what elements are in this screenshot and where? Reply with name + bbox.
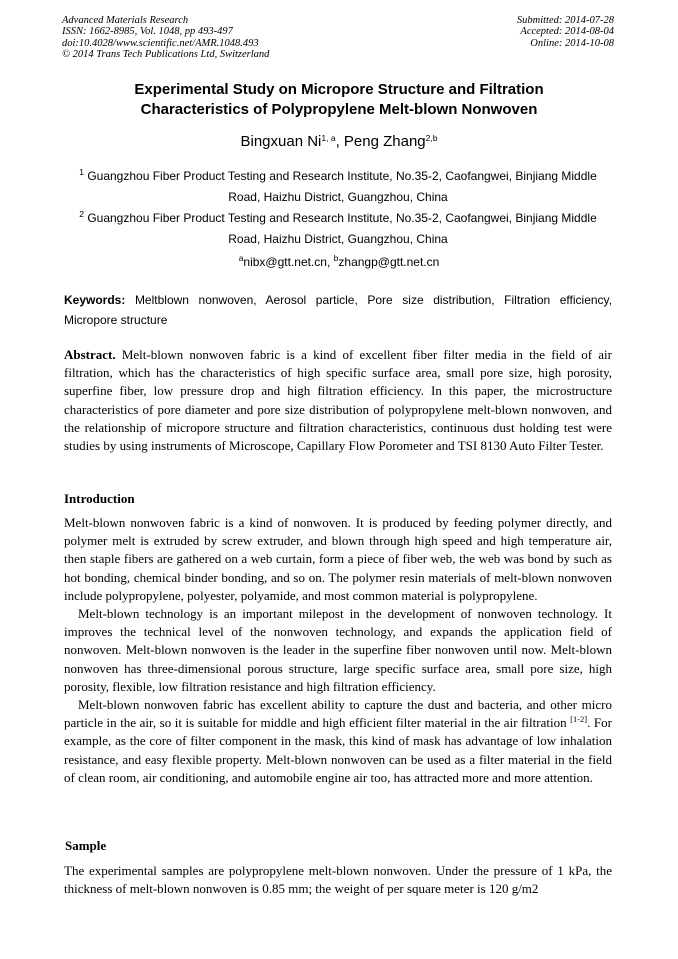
paper-title (40, 80, 638, 120)
citation-reference[interactable]: [1-2] (570, 714, 588, 725)
abstract-label: Abstract. (64, 347, 116, 362)
introduction-body (64, 514, 612, 787)
email-b-mark: b (333, 253, 339, 263)
keywords (64, 290, 612, 330)
abstract-text: Melt-blown nonwoven fabric is a kind of excellent fiber filter media in the field of air filtration, which has the characteristics of high specific surface area, small pore size, high porosity, superfine fiber, low pressure drop and high filtration efficiency. In this paper, the microstructure characteristics of pore diameter and pore size distribution of polypropylene melt-blown nonwoven, and the relationship of micropore structure and filtration characteristics, continuous dust holding test were studies by using instruments of Microscope, Capillary Flow Porometer and TSI 8130 Auto Filter Tester. (64, 347, 612, 454)
sample-paragraph-1: The experimental samples are polypropylene melt-blown nonwoven. Under the pressure of 1 kPa, the thickness of melt-blown nonwoven is 0.85 mm; the weight of per square meter is 120 g/m2 (64, 863, 612, 897)
author-emails (40, 252, 638, 272)
accepted-date: Accepted: 2014-08-04 (520, 26, 614, 38)
issn-line: ISSN: 1662-8985, Vol. 1048, pp 493-497 (62, 26, 233, 38)
journal-name: Advanced Materials Research (62, 15, 189, 26)
keywords-text: Meltblown nonwoven, Aerosol particle, Pore size distribution, Filtration efficiency, Micropore structure (64, 293, 612, 327)
affiliation-1-line-1: Guangzhou Fiber Product Testing and Research Institute, No.35-2, Caofangwei, Binjiang Middle (87, 169, 597, 183)
submitted-date: Submitted: 2014-07-28 (516, 15, 614, 26)
journal-header-left (62, 15, 269, 60)
keywords-label: Keywords: (64, 293, 126, 307)
author-2-affiliation-mark: 2,b (425, 133, 438, 143)
introduction-paragraph-1: Melt-blown nonwoven fabric is a kind of nonwoven. It is produced by feeding polymer directly, and polymer melt is extruded by screw extruder, and blown through high speed and high temperature air, then staple fibers are gathered on a web curtain, form a piece of fiber web, the web was bond by such as hot bonding, chemical binder bonding, and so on. The polymer resin materials of melt-blown nonwoven include polypropylene, polyester, polyamide, and most common material is polypropylene. (64, 515, 612, 603)
title-line-2: Characteristics of Polypropylene Melt-blown Nonwoven (140, 101, 538, 118)
title-line-1: Experimental Study on Micropore Structure and Filtration (134, 81, 544, 98)
affiliation-2-number: 2 (79, 209, 84, 219)
sample-heading: Sample (65, 838, 107, 853)
paragraph-3-text-before-citation: Melt-blown nonwoven fabric has excellent ability to capture the dust and bacteria, and other micro particle in the air, so it is suitable for middle and high efficient filter material in the air filtration (64, 697, 612, 731)
author-2: Peng Zhang (343, 133, 426, 150)
email-b[interactable]: zhangp@gtt.net.cn (338, 255, 440, 269)
introduction-paragraph-3 (64, 696, 612, 787)
affiliation-2-line-1: Guangzhou Fiber Product Testing and Research Institute, No.35-2, Caofangwei, Binjiang Middle (87, 211, 597, 225)
affiliation-2-line-2: Road, Haizhu District, Guangzhou, China (228, 232, 448, 246)
author-separator: , (335, 133, 344, 150)
sample-body (64, 862, 612, 898)
abstract (64, 346, 612, 455)
copyright-line: © 2014 Trans Tech Publications Ltd, Switzerland (62, 48, 270, 60)
author-list (40, 132, 638, 152)
email-separator: , (326, 255, 334, 269)
author-1-affiliation-mark: 1, a (321, 133, 336, 143)
journal-header-right (517, 15, 614, 49)
affiliation-1-number: 1 (79, 167, 84, 177)
paragraph-3-text-after-citation: . For example, as the core of filter component in the mask, this kind of mask has advantage of low inhalation resistance, and easy flexible property. Melt-blown nonwoven can be used as a filter material in the field of clean room, air conditioning, and automobile engine air too, has attracted more and more attention. (64, 715, 612, 785)
affiliation-1-line-2: Road, Haizhu District, Guangzhou, China (228, 190, 448, 204)
introduction-heading: Introduction (64, 491, 135, 506)
email-a[interactable]: nibx@gtt.net.cn (243, 255, 327, 269)
introduction-paragraph-2: Melt-blown technology is an important milepost in the development of nonwoven technology. It improves the technical level of the nonwoven technology, and expands the application field of nonwoven. Melt-blown nonwoven is the leader in the superfine fiber nonwoven until now. Melt-blown nonwoven has three-dimensional porous structure, large specific surface area, small pore size, high porosity, flexible, low filtration resistance and high filtration efficiency. (64, 606, 612, 694)
online-date: Online: 2014-10-08 (530, 37, 614, 49)
affiliation-1 (64, 166, 612, 208)
affiliation-2 (64, 208, 612, 250)
email-a-mark: a (238, 253, 244, 263)
doi-line: doi:10.4028/www.scientific.net/AMR.1048.493 (62, 37, 259, 49)
author-1: Bingxuan Ni (240, 133, 322, 150)
